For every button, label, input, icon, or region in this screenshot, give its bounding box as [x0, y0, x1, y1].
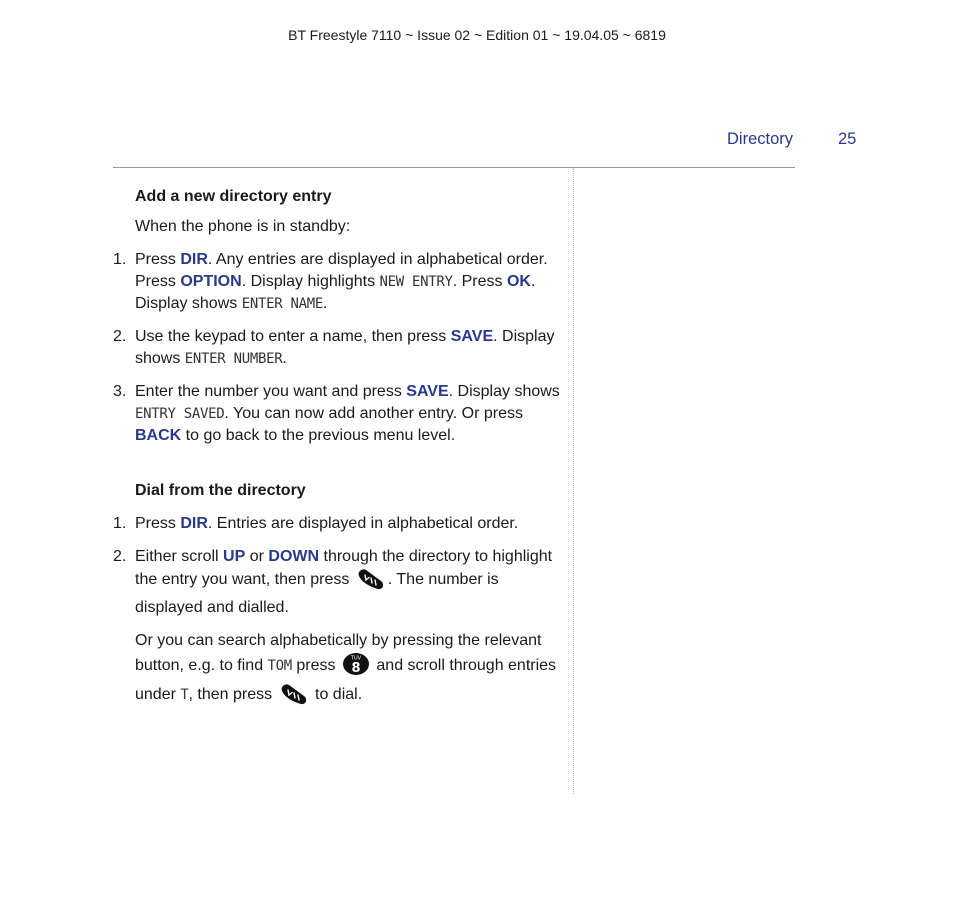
- step-number: 2.: [113, 328, 127, 345]
- dial-step-1: 1. Press DIR. Entries are displayed in alphabetical order.: [113, 513, 563, 535]
- save-key-label: SAVE: [450, 328, 494, 345]
- document-header: BT Freestyle 7110 ~ Issue 02 ~ Edition 01 ~ 19.04.05 ~ 6819: [288, 27, 666, 43]
- save-key-label: SAVE: [406, 383, 449, 400]
- add-entry-step-2: 2. Use the keypad to enter a name, then press SAVE. Display shows ENTER NUMBER.: [113, 328, 555, 367]
- option-key-label: OPTION: [180, 273, 242, 290]
- dial-heading: Dial from the directory: [135, 482, 306, 499]
- header-rule: [113, 167, 795, 168]
- back-key-label: BACK: [135, 427, 182, 444]
- display-text: NEW ENTRY: [379, 274, 453, 290]
- display-text: ENTRY SAVED: [135, 406, 225, 422]
- dir-key-label: DIR: [180, 515, 208, 532]
- display-text: ENTER NUMBER: [184, 351, 283, 367]
- key-8-letters: TUV: [350, 655, 362, 662]
- step-number: 1.: [113, 251, 127, 268]
- column-divider: [573, 168, 574, 794]
- talk-key-icon: [356, 568, 386, 597]
- ok-key-label: OK: [506, 273, 531, 290]
- display-text: T: [180, 687, 189, 703]
- section-title: Directory: [727, 130, 794, 148]
- add-entry-intro: When the phone is in standby:: [135, 218, 351, 235]
- display-text: TOM: [267, 658, 292, 674]
- dir-key-label: DIR: [180, 251, 208, 268]
- down-key-label: DOWN: [268, 548, 320, 565]
- main-column: [113, 186, 563, 712]
- step-number: 3.: [113, 383, 127, 400]
- add-entry-step-1: 1. Press DIR. Any entries are displayed in alphabetical order. Press OPTION. Display highlights NEW ENTRY. Press OK. Display shows ENTER NAME.: [113, 251, 548, 312]
- talk-key-icon: [279, 683, 309, 712]
- key-8-icon: [342, 652, 370, 683]
- key-8-digit: 8: [351, 661, 361, 676]
- step-number: 2.: [113, 548, 127, 565]
- step-number: 1.: [113, 515, 127, 532]
- add-entry-heading: Add a new directory entry: [135, 188, 332, 205]
- up-key-label: UP: [223, 548, 246, 565]
- page-number: 25: [838, 130, 857, 148]
- add-entry-step-3: 3. Enter the number you want and press SAVE. Display shows ENTRY SAVED. You can now add another entry. Or press BACK to go back to the previous menu level.: [113, 383, 560, 444]
- display-text: ENTER NAME: [241, 296, 323, 312]
- dial-step-2: 2. Either scroll UP or DOWN through the directory to highlight the entry you want, then press . The number is displayed and dialled.: [113, 548, 553, 616]
- dial-note: Or you can search alphabetically by pressing the relevant button, e.g. to find TOM press TUV 8 and scroll through entries under T, then press to dial.: [135, 630, 563, 712]
